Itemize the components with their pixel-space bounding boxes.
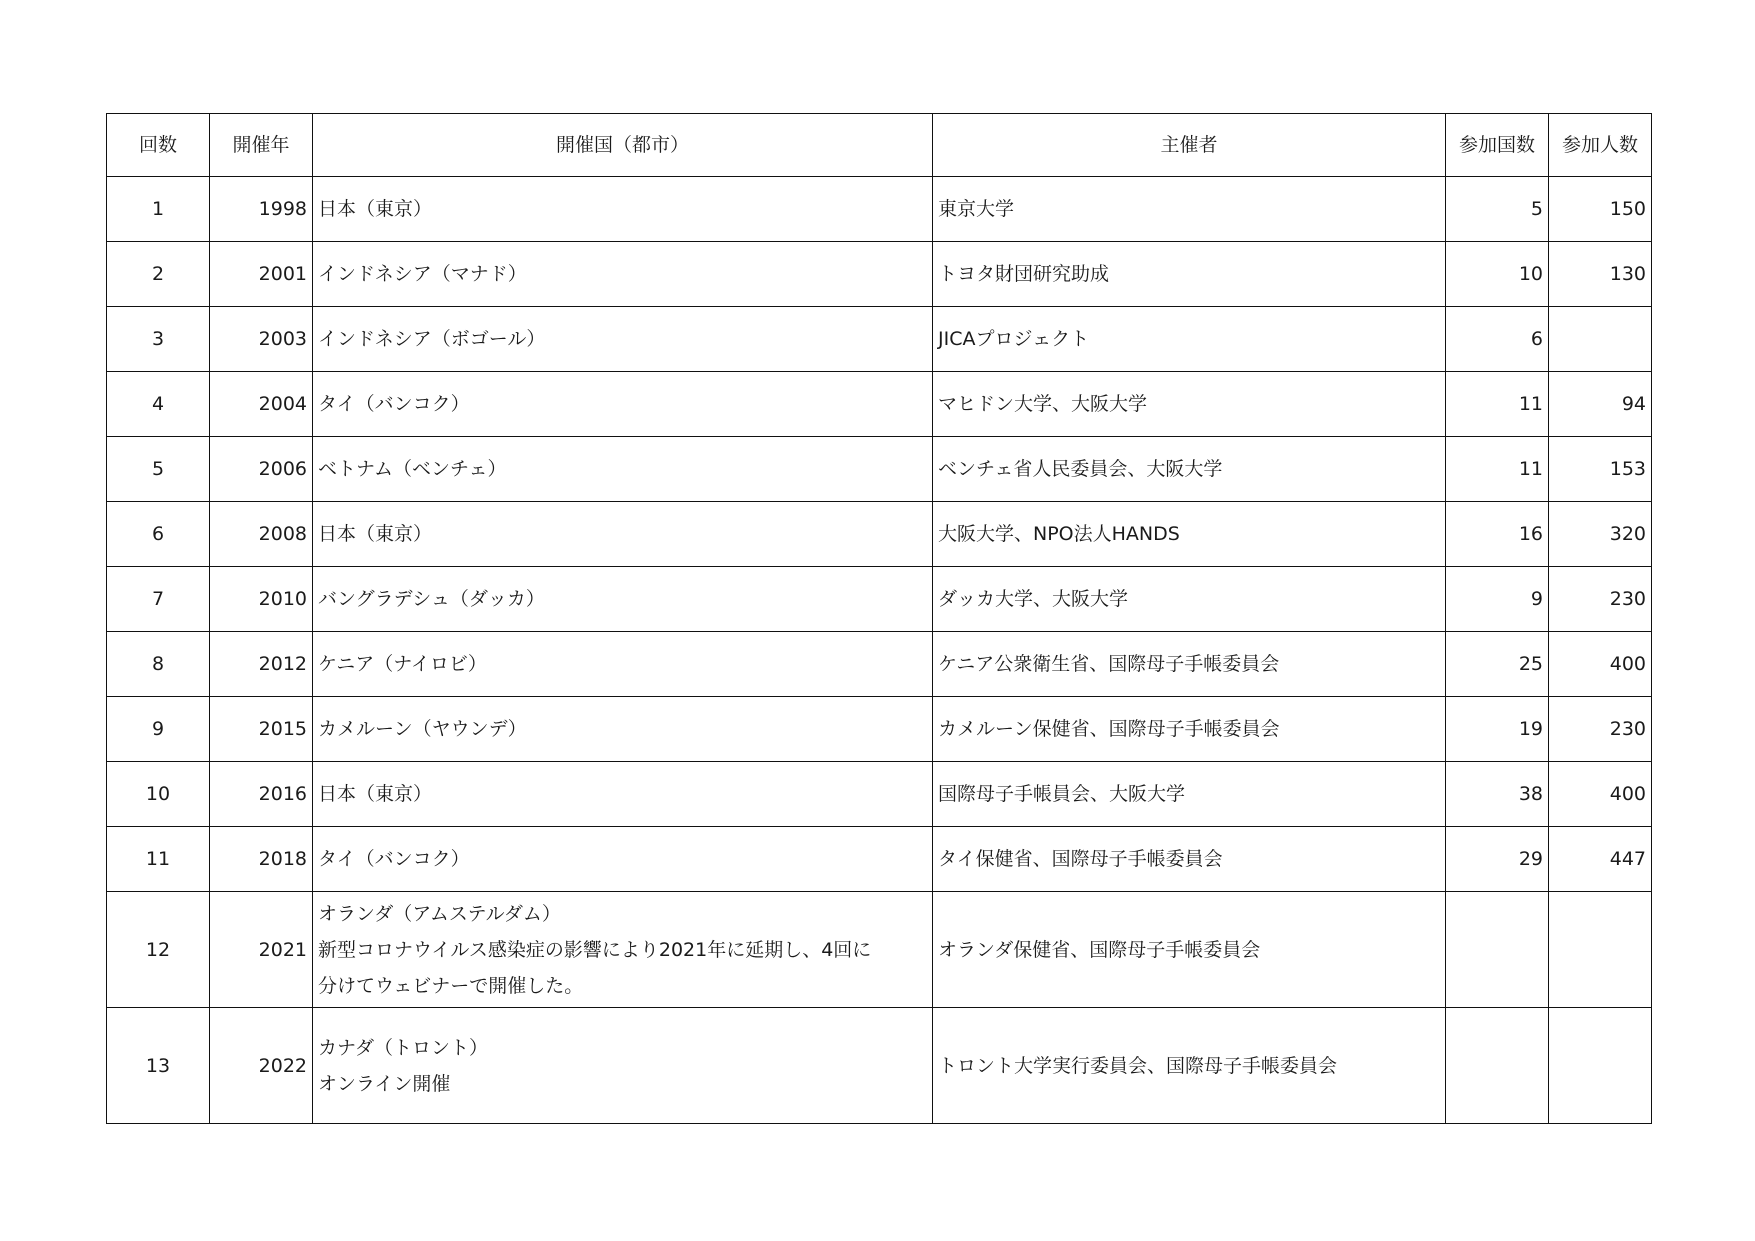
cell-host	[313, 177, 933, 242]
table-row	[107, 177, 1652, 242]
cell-host	[313, 437, 933, 502]
cell-host	[313, 242, 933, 307]
cell-host	[313, 567, 933, 632]
cell-organizer: 東京大学	[933, 177, 1446, 242]
table-row	[107, 827, 1652, 892]
host-line: 日本（東京）	[318, 783, 433, 805]
cell-countries: 19	[1446, 697, 1549, 762]
header-row	[107, 114, 1652, 177]
host-line: 日本（東京）	[318, 198, 433, 220]
host-line: カメルーン（ヤウンデ）	[318, 718, 527, 740]
cell-organizer: 大阪大学、NPO法人HANDS	[933, 502, 1446, 567]
conference-table	[106, 113, 1652, 1124]
header-host: 開催国（都市）	[313, 114, 933, 177]
cell-participants: 447	[1549, 827, 1652, 892]
cell-round: 1	[107, 177, 210, 242]
cell-year: 2022	[210, 1008, 313, 1124]
header-participants: 参加人数	[1549, 114, 1652, 177]
cell-round: 2	[107, 242, 210, 307]
cell-host	[313, 372, 933, 437]
cell-year: 2016	[210, 762, 313, 827]
cell-organizer: トロント大学実行委員会、国際母子手帳委員会	[933, 1008, 1446, 1124]
cell-round: 6	[107, 502, 210, 567]
cell-host	[313, 502, 933, 567]
host-line: タイ（バンコク）	[318, 393, 470, 415]
cell-participants: 320	[1549, 502, 1652, 567]
cell-organizer: JICAプロジェクト	[933, 307, 1446, 372]
header-countries: 参加国数	[1446, 114, 1549, 177]
host-line: オンライン開催	[318, 1072, 451, 1095]
cell-host	[313, 827, 933, 892]
cell-host	[313, 762, 933, 827]
host-line: ベトナム（ベンチェ）	[318, 458, 507, 480]
table-row	[107, 437, 1652, 502]
cell-participants	[1549, 1008, 1652, 1124]
host-line: オランダ（アムステルダム）	[318, 902, 561, 925]
cell-year: 2021	[210, 892, 313, 1008]
table-row	[107, 567, 1652, 632]
table-row	[107, 1008, 1652, 1124]
cell-countries: 11	[1446, 437, 1549, 502]
cell-year: 2001	[210, 242, 313, 307]
cell-round: 11	[107, 827, 210, 892]
cell-countries: 9	[1446, 567, 1549, 632]
host-line: 日本（東京）	[318, 523, 433, 545]
cell-countries	[1446, 892, 1549, 1008]
cell-year: 2015	[210, 697, 313, 762]
cell-organizer: タイ保健省、国際母子手帳委員会	[933, 827, 1446, 892]
cell-round: 4	[107, 372, 210, 437]
host-line: バングラデシュ（ダッカ）	[318, 588, 545, 610]
cell-countries: 6	[1446, 307, 1549, 372]
table-row	[107, 372, 1652, 437]
host-line: カナダ（トロント）	[318, 1036, 489, 1059]
cell-year: 2012	[210, 632, 313, 697]
cell-countries	[1446, 1008, 1549, 1124]
table-row	[107, 242, 1652, 307]
header-round: 回数	[107, 114, 210, 177]
cell-participants: 94	[1549, 372, 1652, 437]
host-line: インドネシア（ボゴール）	[318, 328, 546, 350]
header-organizer: 主催者	[933, 114, 1446, 177]
header-year: 開催年	[210, 114, 313, 177]
cell-countries: 38	[1446, 762, 1549, 827]
cell-countries: 10	[1446, 242, 1549, 307]
table-row	[107, 697, 1652, 762]
cell-year: 2006	[210, 437, 313, 502]
cell-participants	[1549, 307, 1652, 372]
cell-host	[313, 1008, 933, 1124]
cell-round: 7	[107, 567, 210, 632]
cell-countries: 29	[1446, 827, 1549, 892]
cell-host	[313, 892, 933, 1008]
cell-organizer: ベンチェ省人民委員会、大阪大学	[933, 437, 1446, 502]
cell-organizer: マヒドン大学、大阪大学	[933, 372, 1446, 437]
host-line: 新型コロナウイルス感染症の影響により2021年に延期し、4回に	[318, 938, 872, 961]
cell-round: 10	[107, 762, 210, 827]
cell-participants	[1549, 892, 1652, 1008]
host-line: 分けてウェビナーで開催した。	[318, 974, 584, 997]
cell-year: 2008	[210, 502, 313, 567]
cell-participants: 150	[1549, 177, 1652, 242]
table-row	[107, 632, 1652, 697]
cell-round: 3	[107, 307, 210, 372]
host-line: ケニア（ナイロビ）	[318, 653, 487, 675]
cell-round: 12	[107, 892, 210, 1008]
table-row	[107, 307, 1652, 372]
cell-round: 13	[107, 1008, 210, 1124]
cell-year: 1998	[210, 177, 313, 242]
cell-participants: 400	[1549, 632, 1652, 697]
table-row	[107, 892, 1652, 1008]
cell-round: 8	[107, 632, 210, 697]
cell-organizer: ケニア公衆衛生省、国際母子手帳委員会	[933, 632, 1446, 697]
cell-host	[313, 307, 933, 372]
cell-year: 2018	[210, 827, 313, 892]
table-body	[107, 177, 1652, 1124]
cell-round: 9	[107, 697, 210, 762]
cell-participants: 230	[1549, 567, 1652, 632]
cell-participants: 130	[1549, 242, 1652, 307]
host-line: インドネシア（マナド）	[318, 263, 527, 285]
host-line: タイ（バンコク）	[318, 848, 470, 870]
cell-organizer: 国際母子手帳員会、大阪大学	[933, 762, 1446, 827]
cell-countries: 25	[1446, 632, 1549, 697]
cell-countries: 16	[1446, 502, 1549, 567]
table-row	[107, 502, 1652, 567]
cell-organizer: ダッカ大学、大阪大学	[933, 567, 1446, 632]
cell-participants: 230	[1549, 697, 1652, 762]
cell-year: 2010	[210, 567, 313, 632]
cell-year: 2003	[210, 307, 313, 372]
table-row	[107, 762, 1652, 827]
cell-organizer: カメルーン保健省、国際母子手帳委員会	[933, 697, 1446, 762]
cell-year: 2004	[210, 372, 313, 437]
cell-countries: 11	[1446, 372, 1549, 437]
cell-organizer: オランダ保健省、国際母子手帳委員会	[933, 892, 1446, 1008]
cell-host	[313, 632, 933, 697]
cell-participants: 400	[1549, 762, 1652, 827]
cell-participants: 153	[1549, 437, 1652, 502]
cell-host	[313, 697, 933, 762]
cell-organizer: トヨタ財団研究助成	[933, 242, 1446, 307]
cell-round: 5	[107, 437, 210, 502]
cell-countries: 5	[1446, 177, 1549, 242]
